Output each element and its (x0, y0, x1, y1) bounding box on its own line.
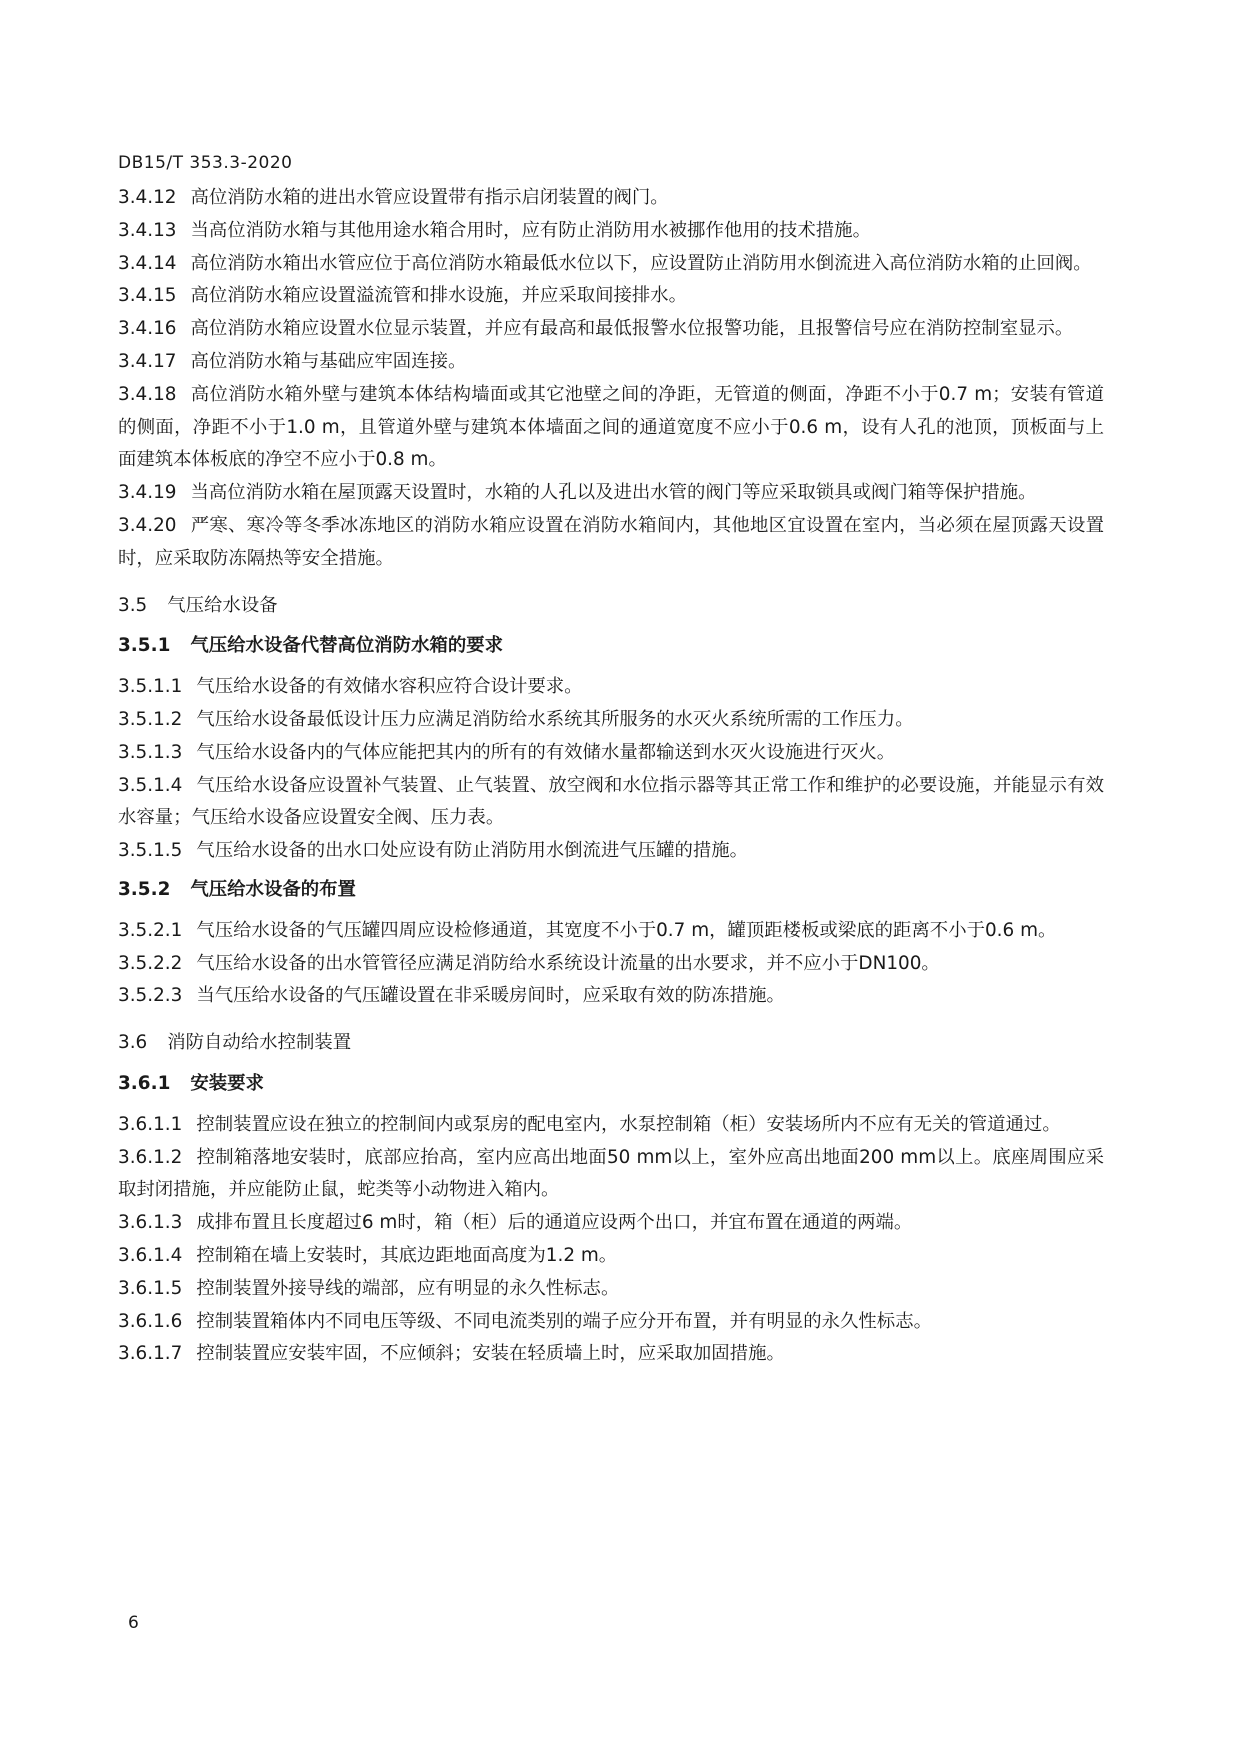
section-number: 3.6 (118, 1032, 148, 1054)
clause-text: 当高位消防水箱在屋顶露天设置时，水箱的人孔以及进出水管的阀门等应采取锁具或阀门箱等保护措施。 (190, 482, 1037, 504)
clause-3-6-1-5 (118, 1273, 1104, 1306)
clause-text: 气压给水设备内的气体应能把其内的所有的有效储水量都输送到水灭火设施进行灭火。 (196, 741, 896, 763)
document-code: DB15/T 353.3-2020 (118, 153, 293, 173)
clause-3-5-2-3 (118, 980, 1104, 1013)
clause-3-4-18 (118, 379, 1104, 477)
subsection-number: 3.6.1 (118, 1072, 171, 1094)
clause-3-6-1-2 (118, 1142, 1104, 1208)
clause-text: 当气压给水设备的气压罐设置在非采暖房间时，应采取有效的防冻措施。 (196, 985, 785, 1007)
clause-3-4-16 (118, 313, 1104, 346)
clause-number: 3.4.19 (118, 482, 177, 504)
page-number: 6 (128, 1613, 139, 1633)
clause-number: 3.6.1.4 (118, 1244, 183, 1266)
clause-3-5-1-2 (118, 704, 1104, 737)
clause-number: 3.4.20 (118, 514, 177, 536)
clause-number: 3.4.14 (118, 252, 177, 274)
clause-number: 3.6.1.3 (118, 1212, 183, 1234)
clause-3-5-1-5 (118, 835, 1104, 868)
subsection-heading-3-5-2 (118, 874, 1104, 907)
clause-3-5-1-4 (118, 770, 1104, 836)
clause-3-5-2-2 (118, 948, 1104, 981)
clause-3-4-14 (118, 248, 1104, 281)
clause-number: 3.4.13 (118, 219, 177, 241)
clause-number: 3.6.1.2 (118, 1146, 183, 1168)
clause-text: 高位消防水箱出水管应位于高位消防水箱最低水位以下，应设置防止消防用水倒流进入高位消防水箱的止回阀。 (190, 252, 1092, 274)
clause-text: 气压给水设备的出水管管径应满足消防给水系统设计流量的出水要求，并不应小于DN100。 (196, 952, 940, 974)
clause-text: 成排布置且长度超过6 m时，箱（柜）后的通道应设两个出口，并宜布置在通道的两端。 (196, 1212, 913, 1234)
clause-text: 高位消防水箱外壁与建筑本体结构墙面或其它池壁之间的净距，无管道的侧面，净距不小于0.7 m；安装有管道的侧面，净距不小于1.0 m，且管道外壁与建筑本体墙面之间的通道宽度不应小于0.6 m，设有人孔的池顶，顶板面与上面建筑本体板底的净空不应小于0.8 m。 (118, 383, 1104, 471)
clause-3-5-1-3 (118, 737, 1104, 770)
clause-number: 3.4.16 (118, 318, 177, 340)
clause-text: 气压给水设备最低设计压力应满足消防给水系统其所服务的水灭火系统所需的工作压力。 (196, 708, 914, 730)
clause-number: 3.5.2.1 (118, 919, 183, 941)
clause-3-5-2-1 (118, 915, 1104, 948)
clause-3-4-20 (118, 510, 1104, 576)
section-heading-3-6 (118, 1027, 1104, 1060)
clause-text: 控制装置箱体内不同电压等级、不同电流类别的端子应分开布置，并有明显的永久性标志。 (196, 1310, 932, 1332)
clause-text: 控制箱在墙上安装时，其底边距地面高度为1.2 m。 (196, 1244, 618, 1266)
clause-text: 气压给水设备应设置补气装置、止气装置、放空阀和水位指示器等其正常工作和维护的必要设施，并能显示有效水容量；气压给水设备应设置安全阀、压力表。 (118, 774, 1104, 829)
clause-text: 气压给水设备的出水口处应设有防止消防用水倒流进气压罐的措施。 (196, 840, 749, 862)
clause-text: 控制箱落地安装时，底部应抬高，室内应高出地面50 mm以上，室外应高出地面200 mm以上。底座周围应采取封闭措施，并应能防止鼠，蛇类等小动物进入箱内。 (118, 1146, 1104, 1201)
clause-text: 控制装置应安装牢固，不应倾斜；安装在轻质墙上时，应采取加固措施。 (196, 1343, 785, 1365)
clause-3-6-1-6 (118, 1306, 1104, 1339)
subsection-title: 安装要求 (190, 1072, 264, 1094)
clause-number: 3.6.1.7 (118, 1343, 183, 1365)
clause-3-6-1-4 (118, 1240, 1104, 1273)
subsection-heading-3-6-1 (118, 1068, 1104, 1101)
clause-number: 3.5.1.1 (118, 676, 183, 698)
section-heading-3-5 (118, 590, 1104, 623)
clause-number: 3.4.18 (118, 383, 177, 405)
subsection-number: 3.5.1 (118, 635, 171, 657)
clause-text: 高位消防水箱的进出水管应设置带有指示启闭装置的阀门。 (190, 187, 669, 208)
subsection-heading-3-5-1 (118, 630, 1104, 663)
clause-text: 严寒、寒冷等冬季冰冻地区的消防水箱应设置在消防水箱间内，其他地区宜设置在室内，当必须在屋顶露天设置时，应采取防冻隔热等安全措施。 (118, 514, 1104, 569)
clause-text: 控制装置应设在独立的控制间内或泵房的配电室内，水泵控制箱（柜）安装场所内不应有无关的管道通过。 (196, 1113, 1061, 1135)
clause-3-5-1-1 (118, 671, 1104, 704)
clause-text: 高位消防水箱与基础应牢固连接。 (190, 350, 467, 372)
clause-number: 3.5.1.3 (118, 741, 183, 763)
subsection-title: 气压给水设备代替高位消防水箱的要求 (190, 635, 504, 657)
clause-number: 3.5.1.5 (118, 840, 183, 862)
clause-text: 气压给水设备的气压罐四周应设检修通道，其宽度不小于0.7 m，罐顶距楼板或梁底的距离不小于0.6 m。 (196, 919, 1057, 941)
section-title: 气压给水设备 (167, 594, 278, 616)
clause-number: 3.4.15 (118, 285, 177, 307)
clause-text: 高位消防水箱应设置溢流管和排水设施，并应采取间接排水。 (190, 285, 688, 307)
document-body (118, 182, 1104, 1371)
clause-number: 3.5.1.2 (118, 708, 183, 730)
clause-number: 3.4.17 (118, 350, 177, 372)
clause-3-4-12 (118, 182, 1104, 215)
clause-3-4-17 (118, 346, 1104, 379)
clause-number: 3.4.12 (118, 187, 177, 208)
clause-number: 3.6.1.1 (118, 1113, 183, 1135)
clause-text: 高位消防水箱应设置水位显示装置，并应有最高和最低报警水位报警功能，且报警信号应在消防控制室显示。 (190, 318, 1074, 340)
clause-number: 3.5.2.2 (118, 952, 183, 974)
clause-3-4-15 (118, 280, 1104, 313)
clause-number: 3.5.1.4 (118, 774, 183, 796)
clause-text: 当高位消防水箱与其他用途水箱合用时，应有防止消防用水被挪作他用的技术措施。 (190, 219, 871, 241)
clause-3-4-19 (118, 477, 1104, 510)
subsection-number: 3.5.2 (118, 878, 171, 900)
clause-number: 3.5.2.3 (118, 985, 183, 1007)
clause-text: 气压给水设备的有效储水容积应符合设计要求。 (196, 676, 583, 698)
clause-number: 3.6.1.5 (118, 1277, 183, 1299)
section-number: 3.5 (118, 594, 148, 616)
section-title: 消防自动给水控制装置 (167, 1032, 352, 1054)
clause-number: 3.6.1.6 (118, 1310, 183, 1332)
clause-3-6-1-7 (118, 1338, 1104, 1371)
clause-3-4-13 (118, 215, 1104, 248)
clause-text: 控制装置外接导线的端部，应有明显的永久性标志。 (196, 1277, 620, 1299)
clause-3-6-1-1 (118, 1109, 1104, 1142)
clause-3-6-1-3 (118, 1207, 1104, 1240)
subsection-title: 气压给水设备的布置 (190, 878, 356, 900)
